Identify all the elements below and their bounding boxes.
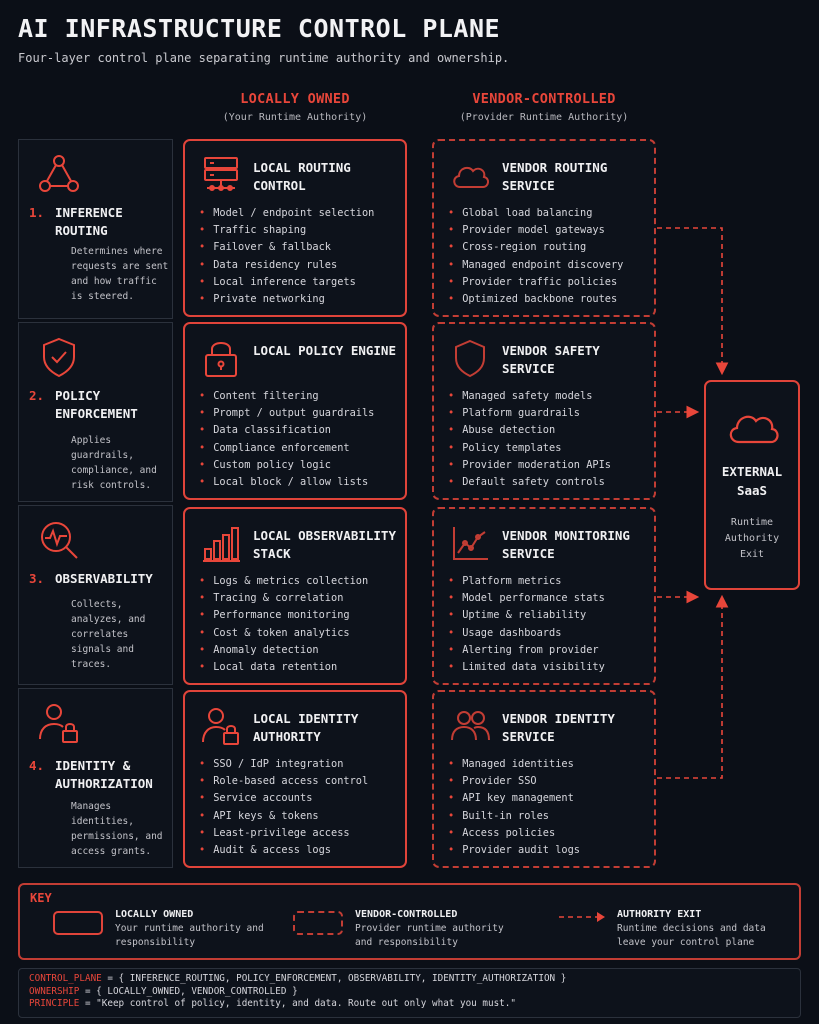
layer-description: Determines where requests are sent and how traffic is steered.	[71, 246, 169, 302]
list-item: • Anomaly detection	[199, 642, 368, 659]
list-item: • Provider model gateways	[448, 222, 623, 239]
legend-swatch-local	[53, 911, 103, 935]
list-item: • Policy templates	[448, 440, 611, 457]
list-item: • Global load balancing	[448, 205, 623, 222]
layer-description: Collects, analyzes, and correlates signals and traces.	[71, 599, 146, 670]
card-title: VENDOR ROUTING SERVICE	[502, 160, 608, 193]
list-item: • Alerting from provider	[448, 642, 605, 659]
list-item: • Model / endpoint selection	[199, 205, 374, 222]
external-saas-box	[704, 380, 800, 590]
legend-key	[18, 883, 801, 960]
list-item: • Data classification	[199, 422, 374, 439]
code-line: CONTROL_PLANE = { INFERENCE_ROUTING, POLICY_ENFORCEMENT, OBSERVABILITY, IDENTITY_AUTHORIZATION }	[29, 973, 567, 984]
list-item: • Local inference targets	[199, 274, 374, 291]
column-subheading: (Your Runtime Authority)	[222, 112, 368, 123]
page-subtitle: Four-layer control plane separating runtime authority and ownership.	[18, 51, 510, 65]
list-item: • Audit & access logs	[199, 842, 368, 859]
list-item: • Data residency rules	[199, 257, 374, 274]
list-item: • Abuse detection	[448, 422, 611, 439]
list-item: • Model performance stats	[448, 590, 605, 607]
cloud-icon	[726, 402, 782, 448]
list-item: • Custom policy logic	[199, 457, 374, 474]
list-item: • Tracing & correlation	[199, 590, 368, 607]
list-item: • Default safety controls	[448, 474, 611, 491]
code-line: OWNERSHIP = { LOCALLY_OWNED, VENDOR_CONTROLLED }	[29, 985, 298, 997]
card-title: VENDOR IDENTITY SERVICE	[502, 711, 615, 744]
list-item: • Least-privilege access	[199, 825, 368, 842]
list-item: • Managed safety models	[448, 388, 611, 405]
layer-name: 4. IDENTITY & AUTHORIZATION	[29, 758, 153, 791]
legend-arrow-exit	[557, 911, 607, 923]
list-item: • Performance monitoring	[199, 607, 368, 624]
list-item: • SSO / IdP integration	[199, 756, 368, 773]
legend-swatch-vendor	[293, 911, 343, 935]
list-item: • Cost & token analytics	[199, 625, 368, 642]
list-item: • Platform guardrails	[448, 405, 611, 422]
external-subtitle: Runtime Authority Exit	[724, 517, 780, 560]
list-item: • Built-in roles	[448, 808, 580, 825]
legend-item-local: LOCALLY OWNED Your runtime authority and responsibility	[115, 909, 264, 948]
list-item: • Provider traffic policies	[448, 274, 623, 291]
list-item: • Compliance enforcement	[199, 440, 374, 457]
layer-description: Applies guardrails, compliance, and risk controls.	[71, 435, 157, 491]
layer-name: 2. POLICY ENFORCEMENT	[29, 388, 138, 421]
legend-item-exit: AUTHORITY EXIT Runtime decisions and data leave your control plane	[617, 909, 766, 948]
list-item: • Role-based access control	[199, 773, 368, 790]
list-item: • Service accounts	[199, 790, 368, 807]
layer-name: 1. INFERENCE ROUTING	[29, 205, 123, 238]
card-title: LOCAL IDENTITY AUTHORITY	[253, 711, 359, 744]
list-item: • Managed identities	[448, 756, 580, 773]
list-item: • Provider SSO	[448, 773, 580, 790]
list-item: • Optimized backbone routes	[448, 291, 623, 308]
key-label: KEY	[30, 891, 52, 905]
code-line: PRINCIPLE = "Keep control of policy, identity, and data. Route out only what you must."	[29, 998, 516, 1009]
column-heading: VENDOR-CONTROLLED	[472, 91, 616, 107]
list-item: • Access policies	[448, 825, 580, 842]
list-item: • Uptime & reliability	[448, 607, 605, 624]
exit-arrow-routing	[657, 228, 722, 372]
list-item: • Limited data visibility	[448, 659, 605, 676]
list-item: • Traffic shaping	[199, 222, 374, 239]
legend-item-vendor: VENDOR-CONTROLLED Provider runtime authority and responsibility	[355, 909, 504, 948]
control-plane-definition	[18, 968, 801, 1018]
list-item: • Failover & fallback	[199, 239, 374, 256]
card-title: LOCAL ROUTING CONTROL	[253, 160, 351, 193]
list-item: • Cross-region routing	[448, 239, 623, 256]
card-title: LOCAL POLICY ENGINE	[253, 343, 396, 358]
list-item: • Managed endpoint discovery	[448, 257, 623, 274]
list-item: • Usage dashboards	[448, 625, 605, 642]
card-title: VENDOR MONITORING SERVICE	[502, 528, 630, 561]
external-title: EXTERNAL SaaS	[721, 464, 783, 498]
list-item: • API key management	[448, 790, 580, 807]
card-title: VENDOR SAFETY SERVICE	[502, 343, 600, 376]
list-item: • Content filtering	[199, 388, 374, 405]
list-item: • Local data retention	[199, 659, 368, 676]
list-item: • Local block / allow lists	[199, 474, 374, 491]
exit-arrow-identity	[657, 598, 722, 778]
list-item: • Platform metrics	[448, 573, 605, 590]
card-title: LOCAL OBSERVABILITY STACK	[253, 528, 396, 561]
list-item: • Private networking	[199, 291, 374, 308]
column-heading: LOCALLY OWNED	[240, 91, 350, 107]
column-subheading: (Provider Runtime Authority)	[459, 112, 629, 123]
list-item: • API keys & tokens	[199, 808, 368, 825]
page-title: AI INFRASTRUCTURE CONTROL PLANE	[18, 14, 501, 43]
list-item: • Provider moderation APIs	[448, 457, 611, 474]
list-item: • Logs & metrics collection	[199, 573, 368, 590]
layer-name: 3. OBSERVABILITY	[29, 571, 153, 586]
list-item: • Provider audit logs	[448, 842, 580, 859]
layer-description: Manages identities, permissions, and access grants.	[71, 801, 163, 857]
list-item: • Prompt / output guardrails	[199, 405, 374, 422]
